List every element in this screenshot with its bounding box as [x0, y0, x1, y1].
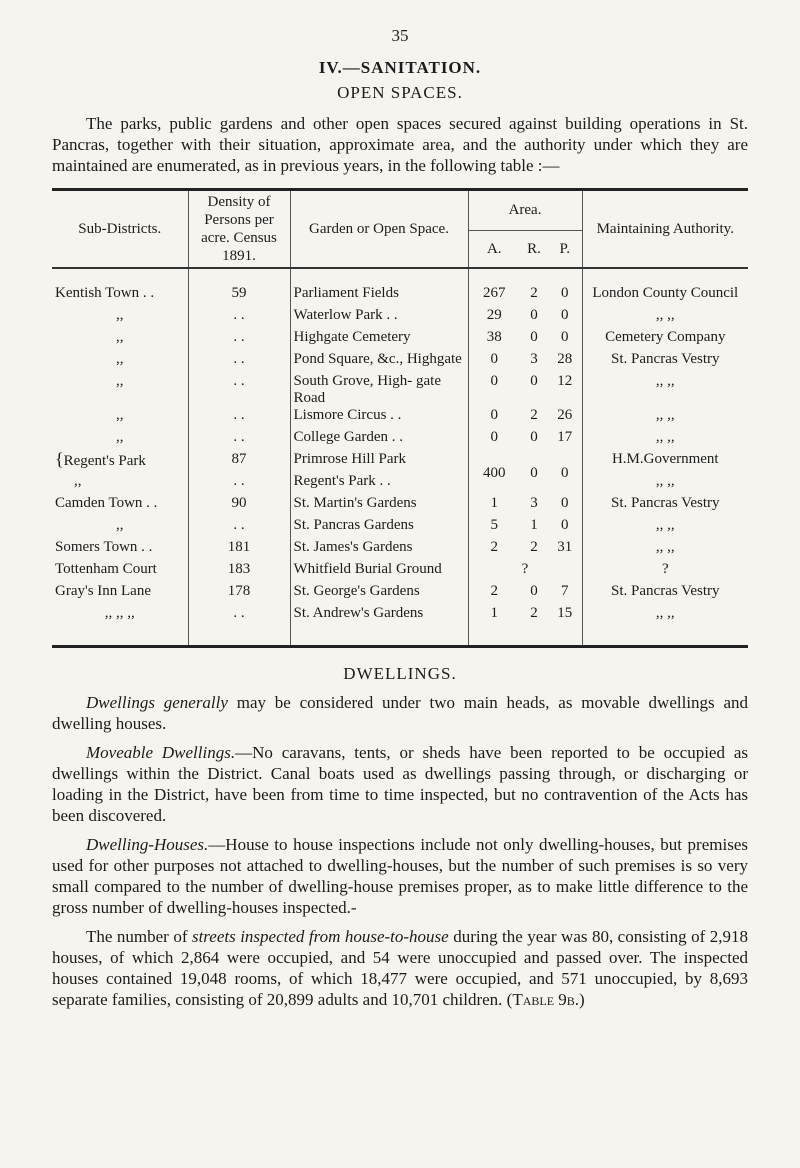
cell-roods: 2 — [530, 407, 538, 423]
cell-area-unknown: ? — [468, 561, 582, 583]
cell-perches: 15 — [548, 605, 582, 647]
cell-authority: St. Pancras Vestry — [582, 583, 748, 605]
table-row — [52, 605, 748, 647]
table-row — [52, 583, 748, 605]
cell-authority: Cemetery Company — [582, 329, 748, 351]
cell-authority: ? — [582, 561, 748, 583]
cell-authority: ,, ,, — [582, 605, 748, 647]
cell-garden: South Grove, High- gate Road — [290, 373, 468, 407]
cell-density: . . — [188, 429, 290, 451]
cell-roods: 0 — [530, 583, 538, 599]
cell-garden: Parliament Fields — [290, 268, 468, 307]
cell-district: Gray's Inn Lane — [55, 583, 151, 599]
section-title: IV.—SANITATION. — [318, 58, 482, 77]
cell-acres: 1 — [468, 605, 520, 647]
cell-density: . . — [188, 407, 290, 429]
paragraph-text: —No caravans, tents, or sheds have been reported to be occupied as dwellings within the District. Canal boats used as dwellings passing through, or discharging or loading in the District, have been from time to time inspected, but no contravention of the Acts has been discovered. — [52, 743, 749, 825]
cell-district: ,, — [116, 351, 124, 367]
cell-perches: 7 — [561, 583, 569, 599]
table-row — [52, 373, 748, 407]
cell-garden: St. Pancras Gardens — [290, 517, 468, 539]
table-row — [52, 268, 748, 307]
cell-authority: St. Pancras Vestry — [582, 351, 748, 373]
cell-perches: 12 — [557, 373, 573, 389]
table-reference: Table 9b. — [512, 990, 580, 1009]
dwellings-paragraph-streets — [52, 926, 748, 1010]
cell-acres: 0 — [468, 373, 520, 407]
cell-density: . . — [188, 473, 290, 495]
cell-roods: 0 — [530, 464, 538, 481]
cell-density: 183 — [188, 561, 290, 583]
cell-district: ,, — [116, 307, 124, 323]
cell-garden: Regent's Park . . — [290, 473, 468, 495]
cell-district: Somers Town . . — [55, 539, 153, 555]
cell-authority: ,, ,, — [582, 373, 748, 407]
cell-authority: ,, ,, — [582, 307, 748, 329]
cell-garden: Pond Square, &c., Highgate — [290, 351, 468, 373]
cell-garden: St. George's Gardens — [290, 583, 468, 605]
subsection-title: OPEN SPACES. — [337, 83, 463, 102]
cell-acres: 400 — [468, 451, 520, 495]
cell-acres: 38 — [468, 329, 520, 351]
header-perches: P. — [548, 230, 582, 268]
cell-perches: 0 — [561, 517, 569, 533]
cell-district: Kentish Town . . — [55, 285, 155, 301]
cell-garden: Primrose Hill Park — [290, 451, 468, 473]
table-row — [52, 329, 748, 351]
cell-perches: 0 — [561, 285, 569, 301]
table-row — [52, 539, 748, 561]
cell-perches: 0 — [561, 464, 569, 481]
table-row — [52, 517, 748, 539]
table-row — [52, 307, 748, 329]
table-row — [52, 451, 748, 473]
cell-acres: 0 — [468, 429, 520, 451]
cell-authority: ,, ,, — [582, 539, 748, 561]
table-row — [52, 429, 748, 451]
cell-perches: 0 — [561, 329, 569, 345]
cell-roods: 2 — [530, 539, 538, 555]
paragraph-emphasis: streets inspected from house-to-house — [191, 927, 449, 946]
cell-density: . . — [188, 307, 290, 329]
cell-authority: H.M.Government — [582, 451, 748, 473]
paragraph-lead: Dwelling-Houses. — [86, 835, 209, 854]
cell-perches: 28 — [557, 351, 573, 367]
header-roods: R. — [520, 230, 548, 268]
header-garden: Garden or Open Space. — [290, 190, 468, 269]
dwellings-paragraph-general — [52, 692, 748, 734]
cell-district: ,, — [116, 407, 124, 423]
header-acres: A. — [468, 230, 520, 268]
cell-authority: ,, ,, — [582, 407, 748, 429]
cell-district: ,, — [116, 517, 124, 533]
cell-density: 181 — [188, 539, 290, 561]
cell-perches: 31 — [557, 539, 573, 555]
cell-density: . . — [188, 373, 290, 407]
table-row — [52, 407, 748, 429]
cell-density: 90 — [188, 495, 290, 517]
cell-garden: St. Andrew's Gardens — [290, 605, 468, 647]
table-row — [52, 473, 748, 495]
cell-garden: College Garden . . — [290, 429, 468, 451]
cell-density: . . — [188, 517, 290, 539]
cell-acres: 267 — [468, 268, 520, 307]
cell-district: Tottenham Court — [55, 561, 157, 577]
header-sub-district: Sub-Districts. — [52, 190, 188, 269]
cell-authority: London County Council — [582, 268, 748, 307]
cell-garden: Lismore Circus . . — [290, 407, 468, 429]
cell-density: . . — [188, 351, 290, 373]
dwellings-paragraph-houses — [52, 834, 748, 918]
paragraph-text: —House to house inspections include not only dwelling-houses, but premises used for other purposes not attached to dwelling-houses, but the number of such premises is so very small compared to the number of dwelling-house premises proper, as to make little difference to the gross number of dwelling-houses inspected.- — [52, 835, 748, 917]
intro-paragraph: The parks, public gardens and other open spaces secured against building operations in St. Pancras, together with their situation, approximate area, and the authority under which they are maintained are enumerated, as in previous years, in the following table :— — [52, 114, 748, 175]
cell-acres: 1 — [468, 495, 520, 517]
cell-district: ,, — [74, 473, 82, 489]
cell-roods: 0 — [530, 307, 538, 323]
header-authority: Maintaining Authority. — [582, 190, 748, 269]
cell-roods: 0 — [530, 429, 538, 445]
cell-roods: 3 — [530, 351, 538, 367]
cell-district: ,, — [116, 373, 124, 389]
cell-acres: 2 — [468, 539, 520, 561]
cell-authority: ,, ,, — [582, 517, 748, 539]
cell-acres: 2 — [468, 583, 520, 605]
cell-roods: 1 — [530, 517, 538, 533]
dwellings-heading: DWELLINGS. — [343, 664, 457, 683]
paragraph-text: ) — [579, 990, 585, 1009]
cell-district: Regent's Park — [63, 453, 146, 469]
cell-district: ,, — [116, 329, 124, 345]
cell-density: . . — [188, 605, 290, 647]
cell-district: ,, ,, ,, — [52, 605, 188, 647]
table-row — [52, 351, 748, 373]
paragraph-lead: Moveable Dwellings. — [86, 743, 236, 762]
page — [52, 0, 748, 1010]
header-area: Area. — [468, 190, 582, 231]
cell-density: 87 — [188, 451, 290, 473]
cell-garden: St. James's Gardens — [290, 539, 468, 561]
paragraph-text: during the year was 80, consisting of 2,918 houses, of which 2,864 were occupied, and 54 were unoccupied and passed over. The inspected houses contained 19,048 rooms, of which 18,477 were occupied, and 571 unoccupied, by 8,693 separate families, consisting of 20,899 adults and 10,701 children. ( — [52, 927, 748, 1009]
cell-perches: 26 — [557, 407, 573, 423]
cell-authority: ,, ,, — [582, 473, 748, 495]
cell-district: Camden Town . . — [55, 495, 158, 511]
cell-garden: Waterlow Park . . — [290, 307, 468, 329]
page-number: 35 — [391, 26, 409, 45]
cell-garden: St. Martin's Gardens — [290, 495, 468, 517]
header-density: Density of Persons per acre. Census 1891. — [188, 190, 290, 269]
paragraph-lead: Dwellings generally — [86, 693, 228, 712]
cell-roods: 2 — [530, 285, 538, 301]
cell-authority: ,, ,, — [582, 429, 748, 451]
dwellings-paragraph-moveable — [52, 742, 748, 826]
cell-roods: 0 — [530, 373, 538, 389]
cell-district: ,, — [116, 429, 124, 445]
table-row — [52, 561, 748, 583]
cell-roods: 0 — [530, 329, 538, 345]
cell-roods: 2 — [520, 605, 548, 647]
brace-mark: { — [55, 449, 64, 469]
paragraph-text: The number of — [86, 927, 192, 946]
cell-acres: 0 — [468, 351, 520, 373]
cell-acres: 0 — [468, 407, 520, 429]
cell-perches: 0 — [561, 307, 569, 323]
cell-density: 59 — [188, 268, 290, 307]
cell-roods: 3 — [530, 495, 538, 511]
cell-garden: Highgate Cemetery — [290, 329, 468, 351]
cell-authority: St. Pancras Vestry — [582, 495, 748, 517]
open-spaces-table — [52, 188, 748, 648]
table-row — [52, 495, 748, 517]
cell-perches: 17 — [557, 429, 573, 445]
cell-acres: 29 — [468, 307, 520, 329]
cell-density: 178 — [188, 583, 290, 605]
cell-acres: 5 — [468, 517, 520, 539]
cell-garden: Whitfield Burial Ground — [290, 561, 468, 583]
cell-perches: 0 — [561, 495, 569, 511]
cell-density: . . — [188, 329, 290, 351]
paragraph-text: may be considered under two main heads, as movable dwellings and dwelling houses. — [52, 693, 748, 733]
